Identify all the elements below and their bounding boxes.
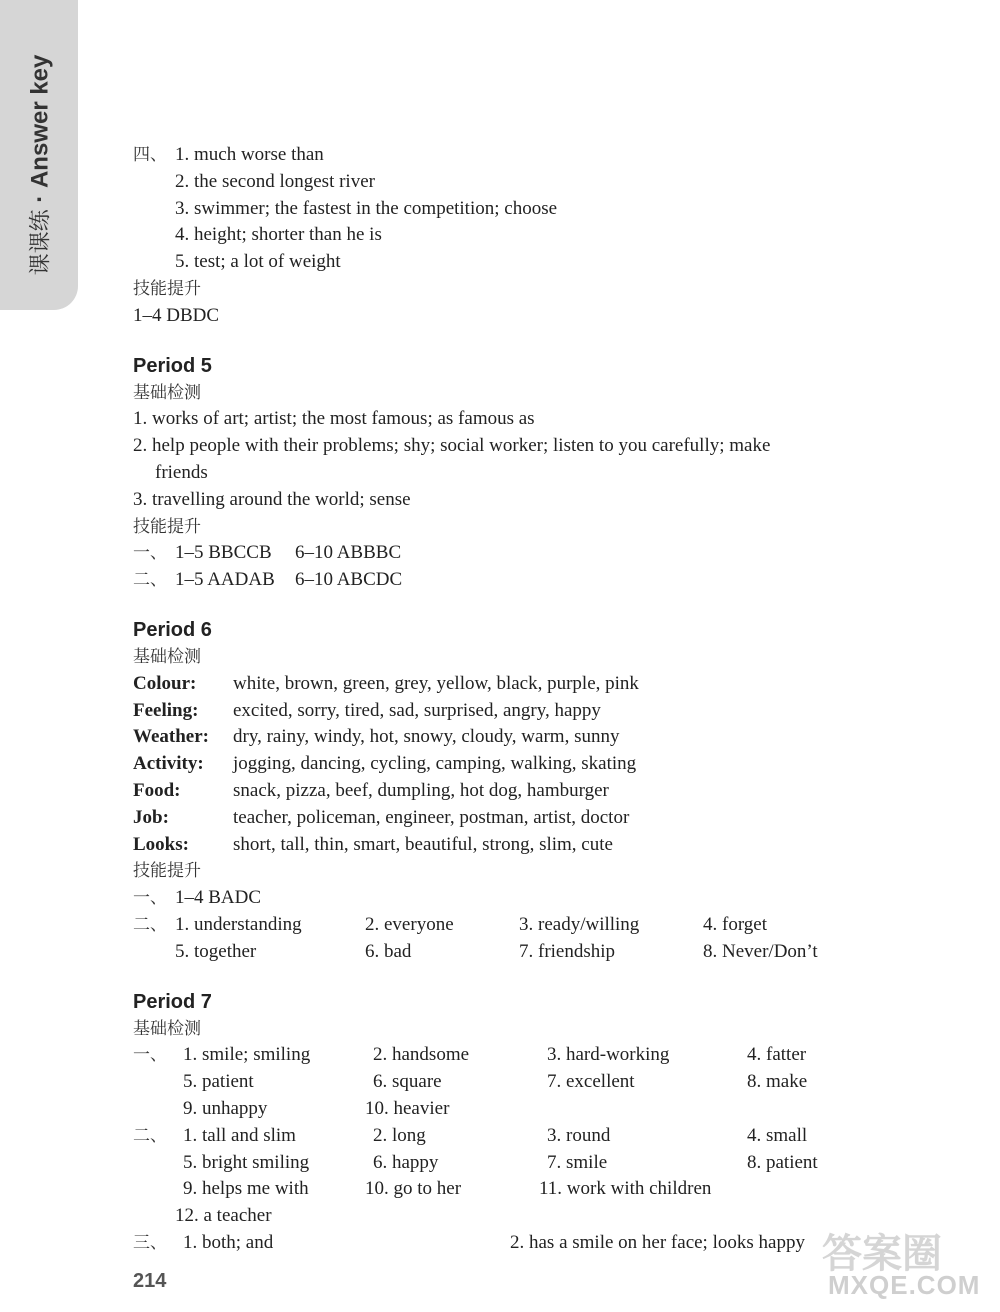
p7-s2-row: 12. a teacher <box>175 1205 272 1227</box>
side-tab <box>0 0 78 310</box>
skills-answer: 1–4 DBDC <box>133 304 220 326</box>
side-tab-label <box>24 55 55 276</box>
top-item-5: 5. test; a lot of weight <box>175 251 341 273</box>
p5-item-3: 3. travelling around the world; sense <box>133 488 411 510</box>
p5-item-2-cont: friends <box>155 461 208 483</box>
top-item-3: 3. swimmer; the fastest in the competition; choose <box>175 197 558 219</box>
watermark-en: MXQE.COM <box>828 1270 981 1300</box>
side-tab-en: Answer key <box>26 54 54 189</box>
side-tab-cn: 课课练 <box>27 209 53 276</box>
vocab-category: Activity: <box>133 753 204 775</box>
vocab-category: Feeling: <box>133 699 199 721</box>
vocab-words: teacher, policeman, engineer, postman, artist, doctor <box>233 806 630 828</box>
answer-content <box>133 142 893 1257</box>
vocab-category: Looks: <box>133 833 189 855</box>
vocab-row <box>133 751 893 778</box>
p5-skill-1: 一、 1–5 BBCCB 6–10 ABBBC <box>133 542 402 564</box>
vocab-words: dry, rainy, windy, hot, snowy, cloudy, warm, sunny <box>233 726 620 748</box>
p5-skill-2: 二、 1–5 AADAB 6–10 ABCDC <box>133 569 403 591</box>
p7-s2-row: 5. bright smiling 6. happy 7. smile 8. patient <box>183 1151 818 1173</box>
vocab-category: Weather: <box>133 726 209 748</box>
vocab-words: excited, sorry, tired, sad, surprised, angry, happy <box>233 699 601 721</box>
vocab-row <box>133 778 893 805</box>
vocab-words: white, brown, green, grey, yellow, black, purple, pink <box>233 672 639 694</box>
vocab-words: snack, pizza, beef, dumpling, hot dog, hamburger <box>233 779 609 801</box>
vocab-category: Colour: <box>133 672 197 694</box>
p7-s3-row: 三、 1. both; and 2. has a smile on her face; looks happy <box>133 1231 805 1253</box>
p6-skill-1: 一、 1–4 BADC <box>133 887 262 909</box>
p7-s1-row: 一、 1. smile; smiling 2. handsome 3. hard-working 4. fatter <box>133 1044 807 1066</box>
skills-label: 技能提升 <box>133 278 201 299</box>
p6-skill-2-row: 二、 1. understanding 2. everyone 3. ready/willing 4. forget <box>133 913 768 935</box>
vocab-row <box>133 832 893 859</box>
p5-item-1: 1. works of art; artist; the most famous; as famous as <box>133 408 535 430</box>
vocab-row <box>133 724 893 751</box>
p6-skill-2-row: 5. together 6. bad 7. friendship 8. Never/Don’t <box>175 940 818 962</box>
vocab-category: Food: <box>133 779 181 801</box>
top-item-2: 2. the second longest river <box>175 170 375 192</box>
vocab-words: jogging, dancing, cycling, camping, walking, skating <box>233 753 637 775</box>
basic-label: 基础检测 <box>133 646 201 667</box>
vocab-row <box>133 805 893 832</box>
skills-label: 技能提升 <box>133 861 201 882</box>
period-7-title: Period 7 <box>133 990 212 1013</box>
vocab-category: Job: <box>133 806 169 828</box>
vocab-words: short, tall, thin, smart, beautiful, strong, slim, cute <box>233 833 613 855</box>
vocab-row <box>133 671 893 698</box>
p7-s2-row: 二、 1. tall and slim 2. long 3. round 4. small <box>133 1124 808 1146</box>
period-5-title: Period 5 <box>133 354 212 377</box>
top-item-4: 4. height; shorter than he is <box>175 224 382 246</box>
period-6-title: Period 6 <box>133 618 212 641</box>
page-number: 214 <box>133 1270 167 1292</box>
basic-label: 基础检测 <box>133 382 201 403</box>
side-tab-sep: · <box>26 194 54 203</box>
p7-s2-row: 9. helps me with 10. go to her 11. work with children <box>183 1178 712 1200</box>
top-item-1: 四、 1. much worse than <box>133 142 893 169</box>
p5-item-2: 2. help people with their problems; shy; social worker; listen to you carefully; make <box>133 435 771 457</box>
vocab-row <box>133 698 893 725</box>
watermark-logo <box>818 1222 986 1304</box>
p7-s1-row: 5. patient 6. square 7. excellent 8. make <box>183 1071 808 1093</box>
section-prefix: 四、 <box>133 145 167 165</box>
skills-label: 技能提升 <box>133 516 201 537</box>
basic-label: 基础检测 <box>133 1018 201 1039</box>
p7-s1-row: 9. unhappy 10. heavier <box>183 1097 450 1119</box>
watermark-cn: 答案圈 <box>822 1231 942 1277</box>
